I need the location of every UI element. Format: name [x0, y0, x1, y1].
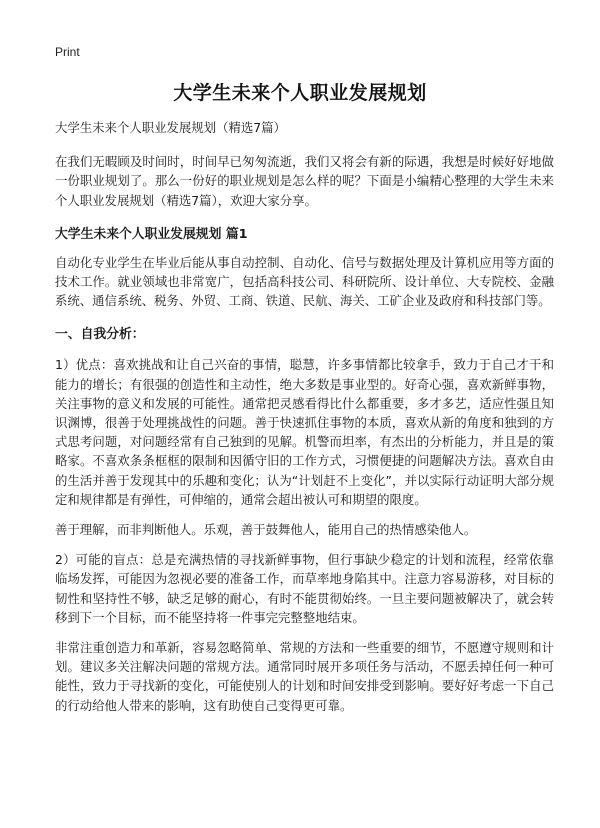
page-title: 大学生未来个人职业发展规划	[173, 82, 427, 104]
intro-paragraph: 在我们无暇顾及时间时，时间早已匆匆流逝，我们又将会有新的际遇，我想是时候好好地做一份职业规划了。那么一份好的职业规划是怎么样的呢？下面是小编精心整理的大学生未来个人职业发展规划（精选7篇），欢迎大家分享。	[55, 154, 554, 208]
section-heading: 大学生未来个人职业发展规划 篇1	[55, 226, 248, 242]
section-intro-paragraph: 自动化专业学生在毕业后能从事自动控制、自动化、信号与数据处理及计算机应用等方面的技术工作。就业领域也非常宽广，包括高科技公司、科研院所、设计单位、大专院校、金融系统、通信系统、税务、外贸、工商、铁道、民航、海关、工矿企业及政府和科技部门等。	[55, 254, 554, 309]
document-subtitle: 大学生未来个人职业发展规划（精选7篇）	[55, 120, 286, 135]
blind-spots-paragraph-2: 非常注重创造力和革新，容易忽略简单、常规的方法和一些重要的细节，不愿遵守规则和计划。建议多关注解决问题的常规方法。通常同时展开多项任务与活动，不愿丢掉任何一种可能性，致力于寻找新的变化，可能使别人的计划和时间安排受到影响。要好好考虑一下自己的行动给他人带来的影响，这有助使自己变得更可靠。	[55, 640, 554, 713]
print-link[interactable]: Print	[55, 45, 80, 59]
self-analysis-heading: 一、自我分析：	[55, 327, 145, 343]
strengths-paragraph-2: 善于理解，而非判断他人。乐观，善于鼓舞他人，能用自己的热情感染他人。	[55, 522, 477, 538]
blind-spots-paragraph: 2）可能的盲点：总是充满热情的寻找新鲜事物，但行事缺少稳定的计划和流程，经常依靠临场发挥，可能因为忽视必要的准备工作，而草率地身陷其中。注意力容易游移，对目标的韧性和坚持性不够，缺乏足够的耐心，有时不能贯彻始终。一旦主要问题被解决了，就会转移到下一个目标，而不能坚持将一件事完完整整地结束。	[55, 552, 554, 625]
document-body	[55, 118, 554, 715]
strengths-paragraph: 1）优点：喜欢挑战和让自己兴奋的事情，聪慧，许多事情都比较拿手，致力于自己才干和能力的增长；有很强的创造性和主动性，绝大多数是事业型的。好奇心强，喜欢新鲜事物，关注事物的意义和发展的可能性。通常把灵感看得比什么都重要，多才多艺，适应性强且知识渊博，很善于处理挑战性的问题。善于快速抓住事物的本质，喜欢从新的角度和独到的方式思考问题，对问题经常有自己独到的见解。机警而坦率，有杰出的分析能力，并且是的策略家。不喜欢条条框框的限制和因循守旧的工作方式，习惯便捷的问题解决方法。喜欢自由的生活并善于发现其中的乐趣和变化；认为“计划赶不上变化”，并以实际行动证明大部分规定和规律都是有弹性，可伸缩的，通常会超出被认可和期望的限度。	[55, 357, 554, 507]
